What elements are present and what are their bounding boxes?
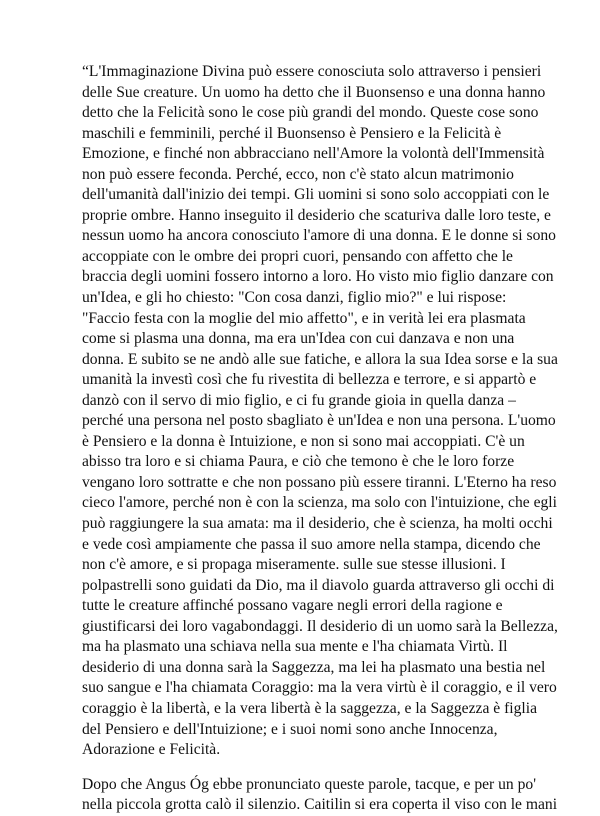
- text-line: come si plasma una donna, ma era un'Idea con cui danzava e non una: [82, 330, 515, 348]
- paragraph-2: [82, 775, 558, 816]
- text-line: braccia degli uomini fossero intorno a loro. Ho visto mio figlio danzare con: [82, 268, 554, 286]
- text-line: “L'Immaginazione Divina può essere conosciuta solo attraverso i pensieri: [82, 63, 542, 80]
- document-page: [82, 62, 558, 816]
- text-line: non può essere feconda. Perché, ecco, non c'è stato alcun matrimonio: [82, 165, 514, 183]
- text-line: donna. E subito se ne andò alle sue fatiche, e allora la sua Idea sorse e la sua: [82, 350, 558, 368]
- text-line: ma ha plasmato una schiava nella sua mente e l'ha chiamata Virtù. Il: [82, 638, 508, 656]
- text-line: umanità la investì così che fu rivestita di bellezza e terrore, e si appartò e: [82, 371, 537, 389]
- text-line: e vede così ampiamente che passa il suo amore nella stampa, dicendo che: [82, 535, 541, 553]
- paragraph-spacer: [82, 761, 524, 775]
- text-line: detto che la Felicità sono le cose più grandi del mondo. Queste cose sono: [82, 104, 539, 122]
- text-line: polpastrelli sono guidati da Dio, ma il diavolo guarda attraverso gli occhi di: [82, 576, 555, 594]
- text-line: Dopo che Angus Óg ebbe pronunciato queste parole, tacque, e per un po': [82, 775, 537, 793]
- text-line: cieco l'amore, perché non è con la scienza, ma solo con l'intuizione, che egli: [82, 494, 557, 512]
- text-line: giustificarsi dei loro vagabondaggi. Il desiderio di un uomo sarà la Bellezza,: [82, 617, 558, 635]
- text-line: "Faccio festa con la moglie del mio affetto", e in verità lei era plasmata: [82, 309, 526, 327]
- text-line: dell'umanità dall'inizio dei tempi. Gli uomini si sono solo accoppiati con le: [82, 186, 550, 204]
- text-line: è Pensiero e la donna è Intuizione, e non si sono mai accoppiati. C'è un: [82, 432, 525, 450]
- text-line: tutte le creature affinché possano vagare negli errori della ragione e: [82, 597, 503, 615]
- text-line: un'Idea, e gli ho chiesto: "Con cosa danzi, figlio mio?" e lui rispose:: [82, 289, 507, 307]
- text-line: coraggio è la libertà, e la vera libertà è la saggezza, e la Saggezza è figlia: [82, 699, 537, 717]
- text-line: desiderio di una donna sarà la Saggezza, ma lei ha plasmato una bestia nel: [82, 658, 546, 676]
- text-line: Adorazione e Felicità.: [82, 741, 221, 759]
- text-line: può raggiungere la sua amata: ma il desiderio, che è scienza, ha molti occhi: [82, 515, 553, 533]
- text-line: del Pensiero e dell'Intuizione; e i suoi nomi sono anche Innocenza,: [82, 720, 498, 738]
- text-line: Emozione, e finché non abbracciano nell'Amore la volontà dell'Immensità: [82, 145, 545, 163]
- text-line: non c'è amore, e si propaga miseramente. sulle sue stesse illusioni. I: [82, 556, 506, 574]
- text-line: maschili e femminili, perché il Buonsenso è Pensiero e la Felicità è: [82, 124, 502, 142]
- text-line: vengano loro sottratte e che non possano più essere tiranni. L'Eterno ha reso: [82, 473, 557, 491]
- paragraph-1: [82, 62, 558, 761]
- text-line: abisso tra loro e si chiama Paura, e ciò che temono è che le loro forze: [82, 453, 515, 471]
- text-line: nessun uomo ha ancora conosciuto l'amore di una donna. E le donne si sono: [82, 227, 556, 245]
- text-line: danzò con il servo di mio figlio, e ci fu grande gioia in quella danza –: [82, 391, 516, 409]
- text-line: suo sangue e l'ha chiamata Coraggio: ma la vera virtù è il coraggio, e il vero: [82, 679, 557, 697]
- text-line: proprie ombre. Hanno inseguito il desiderio che scaturiva dalle loro teste, e: [82, 206, 551, 224]
- text-line: nella piccola grotta calò il silenzio. Caitilin si era coperta il viso con le mani: [82, 796, 558, 814]
- text-line: perché una persona nel posto sbagliato è un'Idea e non una persona. L'uomo: [82, 412, 556, 430]
- text-line: delle Sue creature. Un uomo ha detto che il Buonsenso e una donna hanno: [82, 83, 546, 101]
- text-line: accoppiate con le ombre dei propri cuori, pensando con affetto che le: [82, 247, 513, 265]
